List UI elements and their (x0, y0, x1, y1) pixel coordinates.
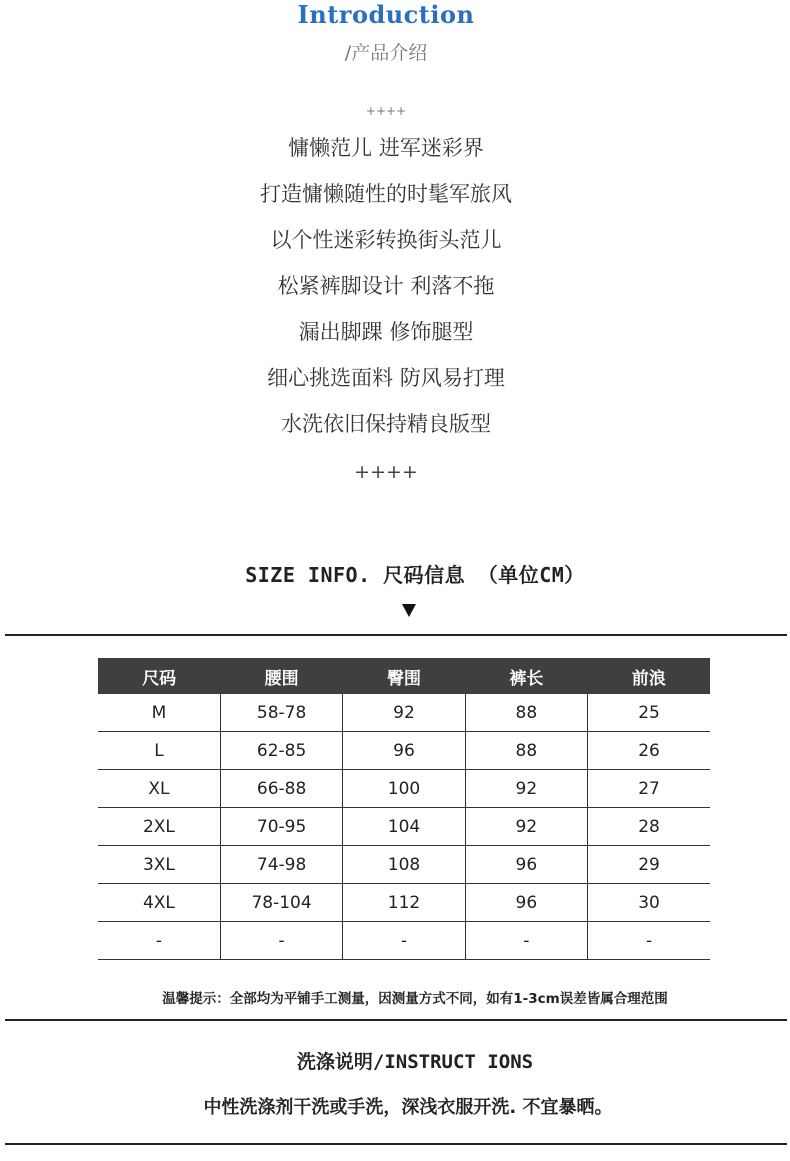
column-header: 前浪 (588, 658, 710, 694)
table-cell: 78-104 (220, 884, 342, 922)
down-arrow-icon (402, 604, 416, 617)
table-cell: - (220, 922, 342, 960)
table-cell: 74-98 (220, 846, 342, 884)
intro-line: 以个性迷彩转换街头范儿 (270, 228, 502, 252)
table-cell: 62-85 (220, 732, 342, 770)
intro-line: 松紧裤脚设计 利落不拖 (277, 274, 495, 298)
table-cell: 92 (343, 694, 465, 732)
table-cell: 96 (465, 846, 587, 884)
table-cell: 112 (343, 884, 465, 922)
table-cell: 88 (465, 694, 587, 732)
table-cell: M (98, 694, 220, 732)
table-cell: - (343, 922, 465, 960)
column-header: 尺码 (98, 658, 220, 694)
table-cell: 96 (343, 732, 465, 770)
table-cell: 96 (465, 884, 587, 922)
size-table-header (98, 658, 710, 694)
column-header: 臀围 (343, 658, 465, 694)
table-cell: 104 (343, 808, 465, 846)
table-row (98, 884, 710, 922)
table-row (98, 846, 710, 884)
table-cell: 4XL (98, 884, 220, 922)
table-cell: - (588, 922, 710, 960)
table-cell: 92 (465, 808, 587, 846)
table-cell: 108 (343, 846, 465, 884)
intro-lines (0, 128, 772, 450)
table-row (98, 808, 710, 846)
table-cell: 27 (588, 770, 710, 808)
intro-line: 水洗依旧保持精良版型 (281, 412, 491, 436)
plus-divider-bottom: ++++ (354, 461, 418, 483)
table-cell: 26 (588, 732, 710, 770)
divider-line (5, 634, 787, 636)
table-cell: - (98, 922, 220, 960)
intro-subtitle: /产品介绍 (344, 42, 428, 64)
intro-line: 慵懒范儿 进军迷彩界 (288, 136, 484, 160)
table-cell: 88 (465, 732, 587, 770)
divider-line (5, 1019, 787, 1021)
table-row (98, 770, 710, 808)
column-header: 腰围 (220, 658, 342, 694)
wash-title: 洗涤说明/INSTRUCT IONS (296, 1051, 534, 1073)
table-cell: 100 (343, 770, 465, 808)
column-header: 裤长 (465, 658, 587, 694)
wash-instructions: 中性洗涤剂干洗或手洗，深浅衣服开洗. 不宜暴晒。 (203, 1097, 613, 1118)
intro-line: 漏出脚踝 修饰腿型 (298, 320, 474, 344)
table-cell: 29 (588, 846, 710, 884)
intro-line: 打造慵懒随性的时髦军旅风 (260, 182, 512, 206)
table-cell: XL (98, 770, 220, 808)
table-cell: 66-88 (220, 770, 342, 808)
table-cell: - (465, 922, 587, 960)
intro-title: Introduction (297, 0, 475, 29)
table-cell: L (98, 732, 220, 770)
size-info-title: SIZE INFO. 尺码信息 （单位CM） (245, 563, 585, 587)
intro-line: 细心挑选面料 防风易打理 (267, 366, 505, 390)
table-cell: 25 (588, 694, 710, 732)
divider-line (5, 1143, 787, 1145)
table-cell: 92 (465, 770, 587, 808)
table-row (98, 732, 710, 770)
table-cell: 2XL (98, 808, 220, 846)
table-cell: 30 (588, 884, 710, 922)
size-table (98, 658, 710, 960)
table-cell: 3XL (98, 846, 220, 884)
table-cell: 58-78 (220, 694, 342, 732)
table-row (98, 694, 710, 732)
measurement-tip: 温馨提示：全部均为平铺手工测量，因测量方式不同，如有1-3cm误差皆属合理范围 (162, 991, 668, 1007)
table-cell: 28 (588, 808, 710, 846)
plus-divider-top: ++++ (365, 104, 407, 118)
table-cell: 70-95 (220, 808, 342, 846)
table-row (98, 922, 710, 960)
